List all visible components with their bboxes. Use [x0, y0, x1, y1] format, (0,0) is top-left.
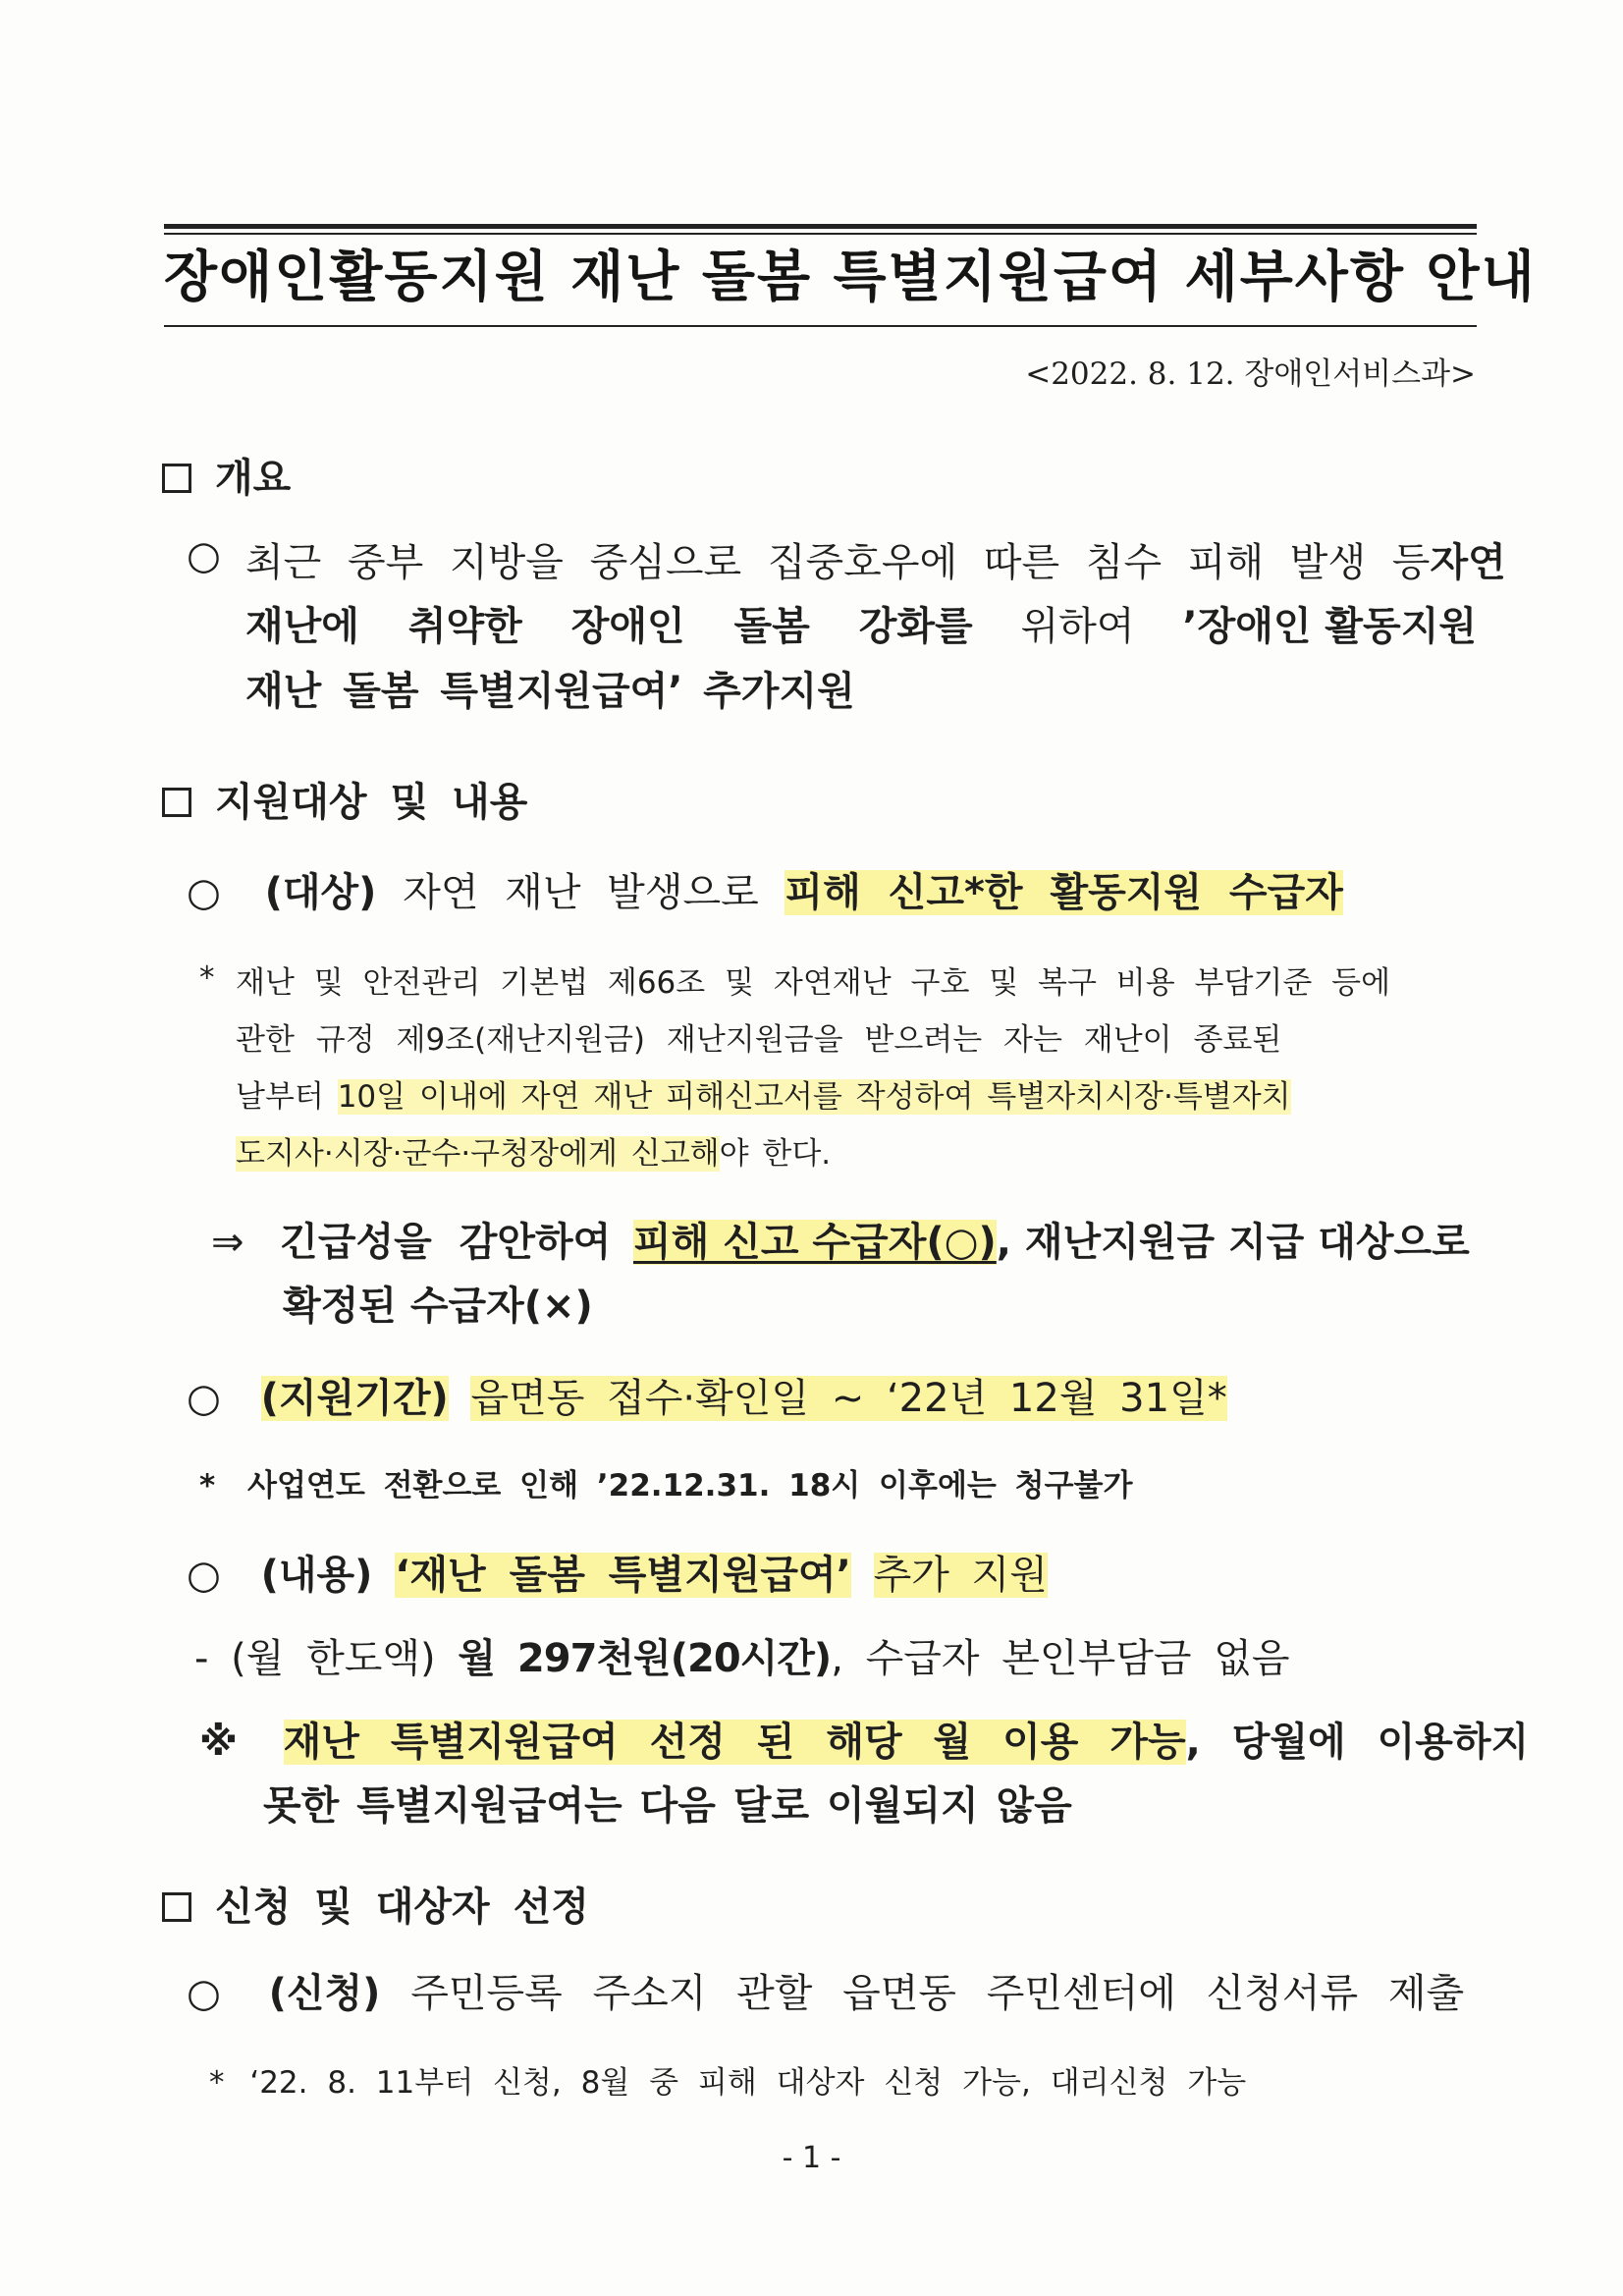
- reference-line-1: ※ 재난 특별지원급여 선정 된 해당 월 이용 가능, 당월에 이용하지: [199, 1720, 1530, 1765]
- page-title: 장애인활동지원 재난 돌봄 특별지원급여 세부사항 안내: [164, 246, 1537, 309]
- reference-line-2: 못한 특별지원급여는 다음 달로 이월되지 않음: [263, 1783, 1072, 1829]
- section-heading-target: 지원대상 및 내용: [162, 771, 527, 827]
- apply-line: ○ (신청) 주민등록 주소지 관할 읍면동 주민센터에 신청서류 제출: [187, 1971, 1465, 2016]
- overview-line-1: 최근 중부 지방을 중심으로 집중호우에 따른 침수 피해 발생 등 자연: [245, 540, 1506, 585]
- period-highlight: 읍면동 접수·확인일 ~ ‘22년 12월 31일*: [470, 1376, 1227, 1421]
- target-note-line-1: 재난 및 안전관리 기본법 제66조 및 자연재난 구호 및 복구 비용 부담기준 등에: [236, 965, 1391, 1001]
- apply-note: * ‘22. 8. 11부터 신청, 8월 중 피해 대상자 신청 가능, 대리신청 가능: [209, 2065, 1247, 2101]
- period-note: * 사업연도 전환으로 인해 ’22.12.31. 18시 이후에는 청구불가: [199, 1468, 1133, 1503]
- overview-line-2: 재난에 취약한 장애인 돌봄 강화를 위하여 ’장애인 활동지원: [245, 604, 1477, 649]
- title-rule-bottom: [164, 325, 1477, 327]
- target-line: ○ (대상) 자연 재난 발생으로 피해 신고*한 활동지원 수급자: [187, 870, 1343, 915]
- target-note-line-2: 관한 규정 제9조(재난지원금) 재난지원금을 받으려는 자는 재난이 종료된: [236, 1022, 1282, 1058]
- section-heading-overview: 개요: [162, 447, 291, 503]
- note-highlight-2: 도지사·시장·군수·구청장에게 신고해: [236, 1136, 720, 1172]
- checkbox-square-icon: [162, 788, 191, 817]
- limit-line: - (월 한도액) 월 297천원(20시간), 수급자 본인부담금 없음: [194, 1636, 1290, 1681]
- overview-line-3: 재난 돌봄 특별지원급여’ 추가지원: [245, 669, 855, 714]
- reference-highlight: 재난 특별지원급여 선정 된 해당 월 이용 가능: [283, 1720, 1186, 1765]
- overview-bullet: ○: [187, 533, 221, 578]
- content-highlight: ‘재난 돌봄 특별지원급여’: [395, 1553, 851, 1598]
- title-rule-top-thin: [164, 233, 1477, 235]
- title-rule-top-thick: [164, 224, 1477, 229]
- checkbox-square-icon: [162, 1892, 191, 1922]
- target-note-line-4: 도지사·시장·군수·구청장에게 신고해야 한다.: [236, 1136, 832, 1172]
- arrow-highlight: 피해 신고 수급자(○): [633, 1220, 997, 1265]
- arrow-line-1: ⇒ 긴급성을 감안하여 피해 신고 수급자(○), 재난지원금 지급 대상으로: [211, 1220, 1470, 1265]
- arrow-line-2: 확정된 수급자(×): [283, 1284, 593, 1329]
- content-line: ○ (내용) ‘재난 돌봄 특별지원급여’ 추가 지원: [187, 1553, 1048, 1598]
- target-note-line-3: 날부터 10일 이내에 자연 재난 피해신고서를 작성하여 특별자치시장·특별자치: [236, 1079, 1291, 1115]
- checkbox-square-icon: [162, 464, 191, 493]
- target-note-mark: *: [199, 960, 215, 996]
- target-highlight: 피해 신고*한 활동지원 수급자: [784, 870, 1343, 915]
- reference-mark-icon: ※: [199, 1720, 238, 1765]
- arrow-icon: ⇒: [211, 1220, 244, 1265]
- date-line: <2022. 8. 12. 장애인서비스과>: [1025, 356, 1476, 392]
- section-heading-apply: 신청 및 대상자 선정: [162, 1876, 589, 1932]
- note-highlight-1: 10일 이내에 자연 재난 피해신고서를 작성하여 특별자치시장·특별자치: [337, 1079, 1291, 1115]
- page-number: - 1 -: [782, 2141, 841, 2175]
- period-line: ○ (지원기간) 읍면동 접수·확인일 ~ ‘22년 12월 31일*: [187, 1376, 1227, 1421]
